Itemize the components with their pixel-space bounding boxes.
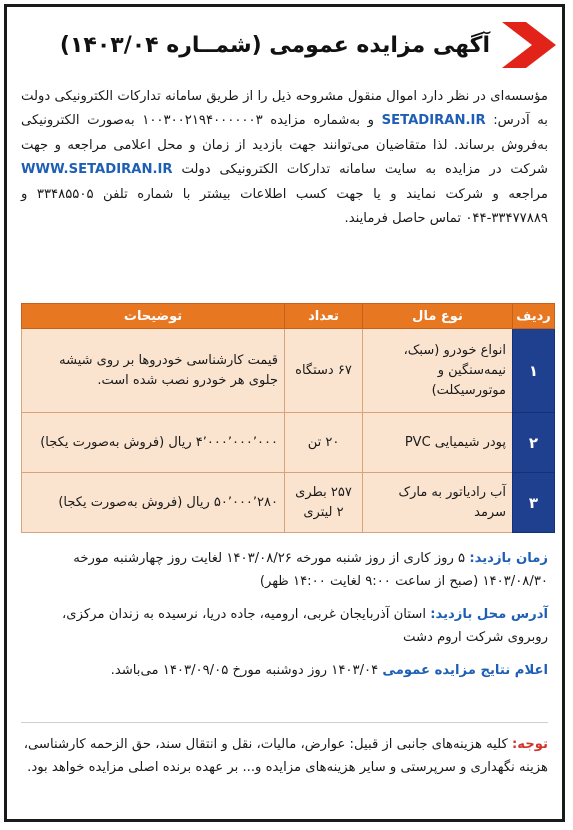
- item-quantity: ۲۰ تن: [285, 413, 363, 473]
- item-quantity: ۲۵۷ بطری ۲ لیتری: [285, 473, 363, 533]
- item-description: ۵۰٬۰۰۰٬۲۸۰ ریال (فروش به‌صورت یکجا): [22, 473, 285, 533]
- table-row: [22, 329, 555, 413]
- ad-frame: [4, 4, 565, 822]
- results-announcement: [21, 659, 548, 682]
- row-number: ۲: [513, 413, 555, 473]
- header-item-type: نوع مال: [363, 304, 513, 329]
- visit-address-text: استان آذربایجان غربی، ارومیه، جاده دریا، نرسیده به زندان مرکزی، روبروی شرکت اروم دشت: [62, 607, 548, 645]
- table-header-row: [22, 304, 555, 329]
- items-table: [21, 303, 555, 533]
- item-description: ۴٬۰۰۰٬۰۰۰٬۰۰۰ ریال (فروش به‌صورت یکجا): [22, 413, 285, 473]
- row-number: ۳: [513, 473, 555, 533]
- page-title: آگهی مزایده عمومی (شمــاره ۱۴۰۳/۰۴): [59, 32, 490, 58]
- setadiran-www-link[interactable]: WWW.SETADIRAN.IR: [21, 162, 173, 178]
- note: [21, 733, 548, 779]
- item-type: انواع خودرو (سبک، نیمه‌سنگین و موتورسیکلت): [363, 329, 513, 413]
- ad-header: [7, 13, 562, 77]
- visit-address: [21, 603, 548, 649]
- item-type: پودر شیمیایی PVC: [363, 413, 513, 473]
- item-type: آب رادیاتور به مارک سرمد: [363, 473, 513, 533]
- results-text: ۱۴۰۳/۰۴ روز دوشنبه مورخ ۱۴۰۳/۰۹/۰۵ می‌باشد.: [110, 663, 379, 678]
- results-label: اعلام نتایج مزایده عمومی: [382, 663, 548, 678]
- intro-paragraph: [21, 85, 548, 231]
- note-text: کلیه هزینه‌های جانبی از قبیل: عوارض، مالیات، نقل و انتقال سند، حق الزحمه کارشناسی، هزینه نگهداری و سرپرستی و سایر هزینه‌های مزایده و... بر عهده برنده اصلی مزایده خواهد بود.: [23, 737, 548, 775]
- item-description: قیمت کارشناسی خودروها بر روی شیشه جلوی هر خودرو نصب شده است.: [22, 329, 285, 413]
- visit-address-label: آدرس محل بازدید:: [430, 607, 548, 622]
- header-row-number: ردیف: [513, 304, 555, 329]
- visit-time-text: ۵ روز کاری از روز شنبه مورخه ۱۴۰۳/۰۸/۲۶ لغایت روز چهارشنبه مورخه ۱۴۰۳/۰۸/۳۰ (صبح از ساعت ۹:۰۰ لغایت ۱۴:۰۰ ظهر): [73, 551, 548, 589]
- row-number: ۱: [513, 329, 555, 413]
- intro-text-1: مؤسسه‌ای در نظر دارد اموال منقول مشروحه ذیل را از طریق سامانه تدارکات الکترونیکی دولت به آدرس:: [21, 89, 548, 129]
- note-label: توجه:: [512, 737, 548, 752]
- visit-time-label: زمان بازدید:: [469, 551, 548, 566]
- intro-text-2: و به‌شماره مزایده ۱۰۰۳۰۰۲۱۹۴۰۰۰۰۰۰۳ به‌صورت الکترونیکی به‌فروش برساند. لذا متقاضیان می‌توانند جهت بازدید از زمان و محل اعلامی مراجعه و جهت شرکت در مزایده به سایت سامانه تدارکات الکترونیکی دولت: [21, 113, 548, 178]
- header-description: توضیحات: [22, 304, 285, 329]
- header-quantity: تعداد: [285, 304, 363, 329]
- table-row: [22, 413, 555, 473]
- intro-text-3: مراجعه و شرکت نمایند و یا جهت کسب اطلاعات بیشتر با شماره تلفن ۳۳۴۸۵۵۰۵ و ۳۳۴۷۷۸۸۹-۰۴۴ تماس حاصل فرمایند.: [21, 186, 549, 227]
- divider: [21, 722, 548, 723]
- table-row: [22, 473, 555, 533]
- setadiran-link[interactable]: SETADIRAN.IR: [381, 113, 486, 129]
- chevron-right-icon: [498, 18, 560, 72]
- visit-time: [21, 547, 548, 593]
- item-quantity: ۶۷ دستگاه: [285, 329, 363, 413]
